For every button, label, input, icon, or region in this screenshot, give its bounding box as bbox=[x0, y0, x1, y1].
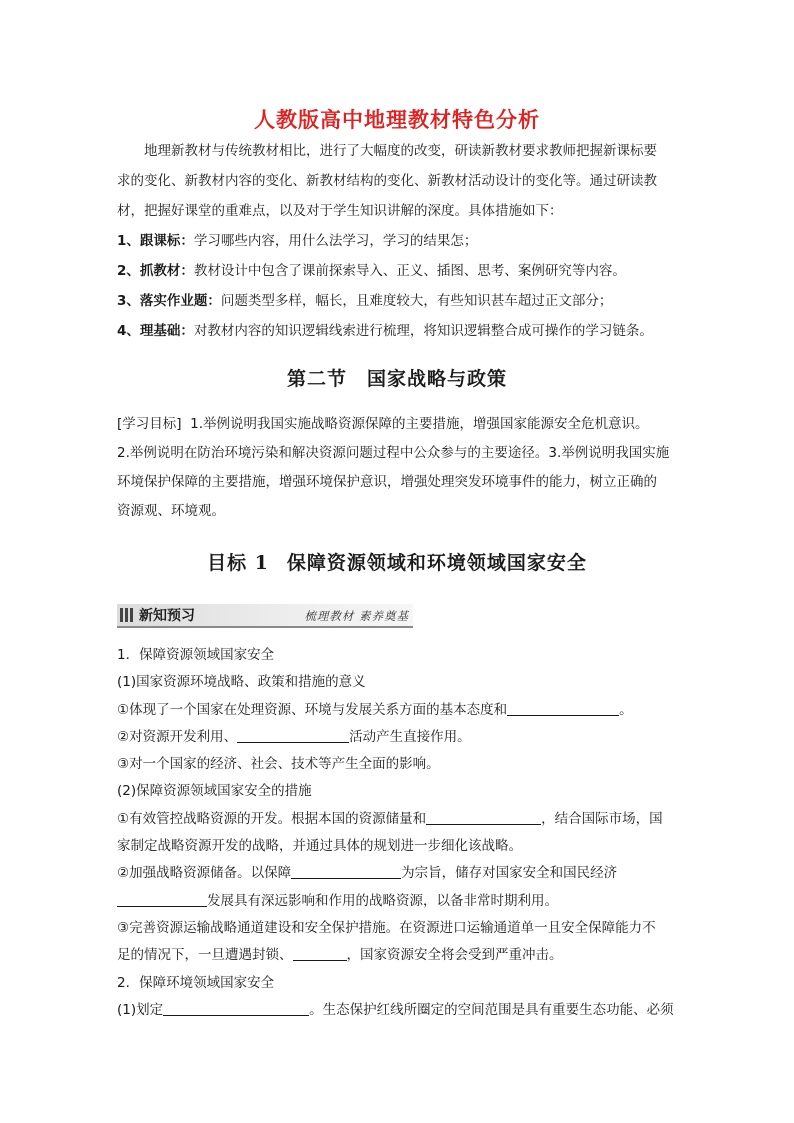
intro-paragraph bbox=[117, 136, 679, 226]
objective-line: 2.举例说明在防治环境污染和解决资源问题过程中公众参与的主要途径。3.举例说明我国实施 bbox=[117, 445, 670, 461]
banner-divider bbox=[117, 626, 413, 628]
list-item bbox=[117, 256, 679, 286]
content-line bbox=[117, 997, 679, 1024]
list-item-text: 教材设计中包含了课前探索导入、正义、插图、思考、案例研究等内容。 bbox=[193, 263, 626, 279]
intro-line: 求的变化、新教材内容的变化、新教材结构的变化、新教材活动设计的变化等。通过研读教 bbox=[117, 173, 657, 189]
goal-heading bbox=[0, 548, 794, 575]
content-line bbox=[117, 942, 679, 969]
goal-number: 目标 1 bbox=[207, 552, 269, 574]
fill-blank[interactable] bbox=[237, 728, 349, 743]
list-item-text: 对教材内容的知识逻辑线索进行梳理，将知识逻辑整合成可操作的学习链条。 bbox=[193, 323, 653, 339]
section-name: 国家战略与政策 bbox=[367, 368, 508, 390]
content-line bbox=[117, 697, 679, 724]
intro-line: 地理新教材与传统教材相比，进行了大幅度的改变，研读新教材要求教师把握新课标要 bbox=[144, 143, 657, 159]
content-line: (2)保障资源领域国家安全的措施 bbox=[117, 783, 312, 800]
document-title: 人教版高中地理教材特色分析 bbox=[254, 108, 540, 132]
content-text: ②对资源开发利用、 bbox=[117, 728, 238, 745]
goal-name: 保障资源领域和环境领域国家安全 bbox=[286, 552, 587, 574]
section-number: 第二节 bbox=[286, 368, 347, 390]
preview-content bbox=[117, 642, 679, 1024]
content-text: ①体现了一个国家在处理资源、环境与发展关系方面的基本态度和 bbox=[117, 701, 508, 718]
objective-line bbox=[117, 410, 679, 439]
list-item bbox=[117, 286, 679, 316]
section-heading bbox=[0, 364, 794, 391]
list-item-label: 3、落实作业题： bbox=[117, 293, 221, 309]
fill-blank[interactable] bbox=[507, 701, 619, 716]
fill-blank[interactable] bbox=[291, 864, 401, 879]
content-text: 。生态保护红线所圈定的空间范围是具有重要生态功能、必须 bbox=[309, 1001, 674, 1018]
preview-banner bbox=[117, 604, 413, 626]
intro-line: 材，把握好课堂的重难点，以及对于学生知识讲解的深度。具体措施如下： bbox=[117, 203, 563, 219]
content-line: 1．保障资源领域国家安全 bbox=[117, 647, 275, 663]
content-line bbox=[117, 806, 679, 833]
objective-line: 资源观、环境观。 bbox=[117, 503, 225, 519]
bars-icon bbox=[120, 608, 133, 622]
content-text: 足的情况下，一旦遭遇封锁、 bbox=[117, 947, 293, 964]
content-text: 活动产生直接作用。 bbox=[349, 728, 471, 745]
objective-text: 1.举例说明我国实施战略资源保障的主要措施，增强国家能源安全危机意识。 bbox=[190, 416, 649, 432]
banner-label: 新知预习 bbox=[139, 608, 195, 624]
list-item bbox=[117, 316, 679, 346]
content-text: 发展具有深远影响和作用的战略资源，以备非常时期利用。 bbox=[207, 892, 558, 909]
list-item-text: 学习哪些内容，用什么法学习，学习的结果怎； bbox=[193, 233, 478, 249]
content-line: ③完善资源运输战略通道建设和安全保护措施。在资源进口运输通道单一且安全保障能力不 bbox=[117, 919, 656, 936]
content-line bbox=[117, 860, 679, 887]
list-item-label: 1、跟课标： bbox=[117, 233, 194, 249]
fill-blank[interactable] bbox=[426, 810, 541, 825]
content-text: (1)划定 bbox=[117, 1001, 164, 1018]
content-text: 为宗旨，储存对国家安全和国民经济 bbox=[401, 865, 618, 882]
list-item-label: 2、抓教材： bbox=[117, 263, 194, 279]
content-text: ①有效管控战略资源的开发。根据本国的资源储量和 bbox=[117, 810, 427, 827]
content-line bbox=[117, 888, 679, 915]
fill-blank[interactable] bbox=[293, 946, 347, 961]
fill-blank[interactable] bbox=[163, 1001, 309, 1016]
content-line: 2．保障环境领域国家安全 bbox=[117, 974, 275, 991]
list-item bbox=[117, 226, 679, 256]
objectives-label: [学习目标] bbox=[117, 416, 182, 432]
content-line: 家制定战略资源开发的战略，并通过具体的规划进一步细化该战略。 bbox=[117, 838, 522, 855]
content-text: ，国家资源安全将会受到严重冲击。 bbox=[346, 947, 563, 964]
content-line: (1)国家资源环境战略、政策和措施的意义 bbox=[117, 674, 366, 691]
measures-list bbox=[117, 226, 679, 346]
content-line: ③对一个国家的经济、社会、技术等产生全面的影响。 bbox=[117, 756, 440, 773]
list-item-label: 4、理基础： bbox=[117, 323, 194, 339]
banner-subtitle: 梳理教材 素养奠基 bbox=[304, 609, 409, 623]
list-item-text: 问题类型多样，幅长，且难度较大，有些知识甚车超过正文部分； bbox=[220, 293, 613, 309]
content-text: ②加强战略资源储备。以保障 bbox=[117, 865, 292, 882]
objective-line: 环境保护保障的主要措施，增强环境保护意识，增强处理突发环境事件的能力，树立正确的 bbox=[117, 474, 657, 490]
learning-objectives bbox=[117, 410, 679, 526]
content-line bbox=[117, 724, 679, 751]
fill-blank[interactable] bbox=[117, 892, 207, 907]
content-text: 。 bbox=[619, 701, 633, 718]
content-text: ，结合国际市场，国 bbox=[541, 810, 663, 827]
